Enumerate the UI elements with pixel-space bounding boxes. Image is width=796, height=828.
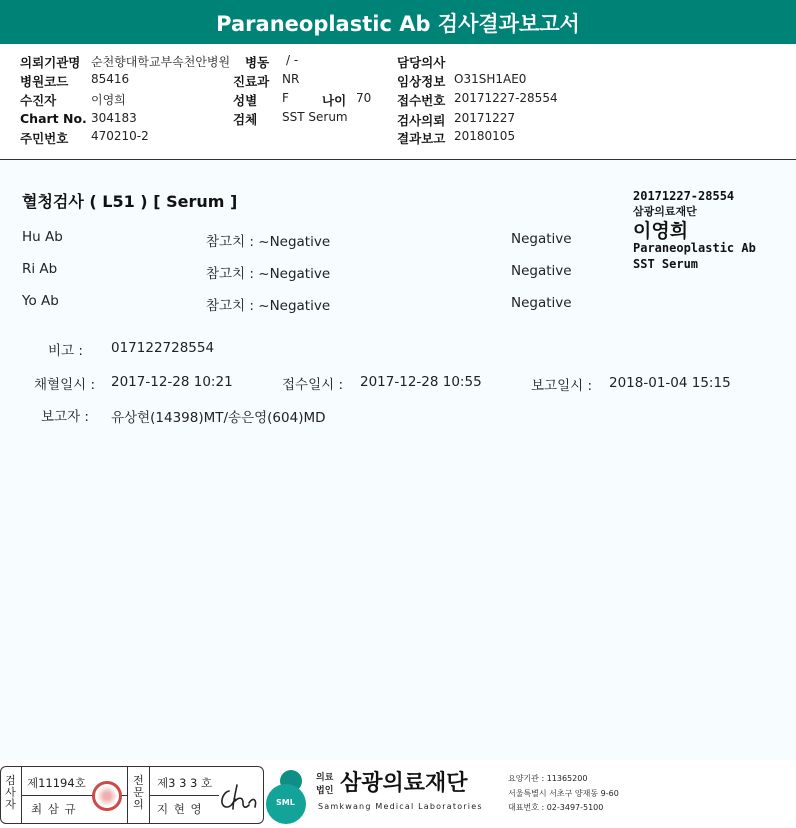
report-date-label: 결과보고	[397, 131, 446, 146]
specialist-vertical-label: 전문의	[133, 774, 144, 811]
department-value: NR	[282, 72, 300, 86]
section-title: 혈청검사 ( L51 ) [ Serum ]	[22, 192, 238, 211]
report-time-label: 보고일시 :	[531, 378, 593, 394]
result-name: Yo Ab	[22, 293, 59, 309]
specimen-value: SST Serum	[282, 110, 348, 124]
patient-info-panel	[0, 46, 796, 160]
request-date-label: 검사의뢰	[397, 113, 446, 128]
report-date-value: 20180105	[454, 129, 516, 143]
result-name: Hu Ab	[22, 229, 63, 245]
resident-id-label: 주민번호	[20, 131, 69, 146]
result-reference: 참고치 : ~Negative	[206, 298, 331, 314]
clinical-info-label: 임상정보	[397, 74, 446, 89]
examinee-label: 수진자	[20, 93, 57, 108]
receipt-number-value: 20171227-28554	[454, 91, 558, 105]
receipt-time-value: 2017-12-28 10:55	[360, 374, 482, 390]
stamp-institution: 삼광의료재단	[633, 205, 697, 218]
tester-vertical-label: 검사자	[5, 774, 16, 811]
chart-number-label: Chart No.	[20, 111, 87, 126]
result-value: Negative	[511, 295, 572, 311]
tester-name: 최 삼 규	[31, 802, 77, 816]
doctor-label: 담당의사	[397, 55, 446, 70]
address: 서울특별시 서초구 양재동 9-60	[508, 789, 619, 798]
brand-english-name: Samkwang Medical Laboratories	[318, 802, 483, 811]
signature-image	[215, 781, 259, 815]
sml-logo-text: SML	[276, 798, 295, 807]
corp-tag-line1: 의료	[316, 773, 334, 783]
collection-time-label: 채혈일시 :	[34, 377, 96, 393]
sex-value: F	[282, 91, 289, 105]
receipt-number-label: 접수번호	[397, 93, 446, 108]
result-value: Negative	[511, 263, 572, 279]
remark-label: 비고 :	[48, 343, 83, 359]
result-value: Negative	[511, 231, 572, 247]
sex-label: 성별	[233, 93, 258, 108]
result-reference: 참고치 : ~Negative	[206, 266, 331, 282]
specialist-name: 지 현 영	[157, 802, 203, 816]
institution-label: 의뢰기관명	[20, 55, 81, 70]
department-label: 진료과	[233, 74, 270, 89]
collection-time-value: 2017-12-28 10:21	[111, 374, 233, 390]
brand-name: 삼광의료재단	[340, 771, 468, 796]
clinical-info-value: O31SH1AE0	[454, 72, 527, 86]
stamp-receipt-number: 20171227-28554	[633, 189, 735, 203]
tester-license-number: 제11194호	[27, 776, 86, 790]
request-date-value: 20171227	[454, 111, 516, 125]
reporter-value: 유상현(14398)MT/송은영(604)MD	[111, 410, 326, 426]
chart-number-value: 304183	[91, 111, 137, 125]
results-area	[0, 160, 796, 760]
age-value: 70	[356, 91, 372, 105]
receipt-time-label: 접수일시 :	[282, 377, 344, 393]
result-reference: 참고치 : ~Negative	[206, 234, 331, 250]
stamp-patient-name: 이영희	[633, 220, 689, 242]
phone-number: 대표번호 : 02-3497-5100	[508, 803, 604, 812]
certification-box	[0, 766, 264, 824]
specimen-label: 검체	[233, 112, 258, 127]
hospital-code-label: 병원코드	[20, 74, 69, 89]
stamp-specimen: SST Serum	[633, 257, 699, 271]
seal-stamp	[92, 781, 122, 811]
corp-tag-line2: 법인	[316, 786, 334, 796]
report-footer	[0, 764, 796, 828]
resident-id-value: 470210-2	[91, 129, 149, 143]
examinee-value: 이영희	[91, 93, 126, 107]
report-title: Paraneoplastic Ab 검사결과보고서	[0, 0, 796, 44]
specialist-license-number: 제3 3 3 호	[157, 776, 213, 790]
reporter-label: 보고자 :	[41, 409, 89, 425]
remark-value: 017122728554	[111, 340, 215, 356]
institution-value: 순천향대학교부속천안병원	[91, 55, 231, 69]
stamp-test-name: Paraneoplastic Ab	[633, 241, 756, 255]
result-name: Ri Ab	[22, 261, 58, 277]
age-label: 나이	[322, 93, 347, 108]
ward-value: / -	[286, 53, 299, 67]
sml-logo	[266, 770, 312, 824]
report-time-value: 2018-01-04 15:15	[609, 375, 731, 391]
hospital-code-value: 85416	[91, 72, 130, 86]
agency-number: 요양기관 : 11365200	[508, 774, 588, 783]
ward-label: 병동	[245, 55, 270, 70]
